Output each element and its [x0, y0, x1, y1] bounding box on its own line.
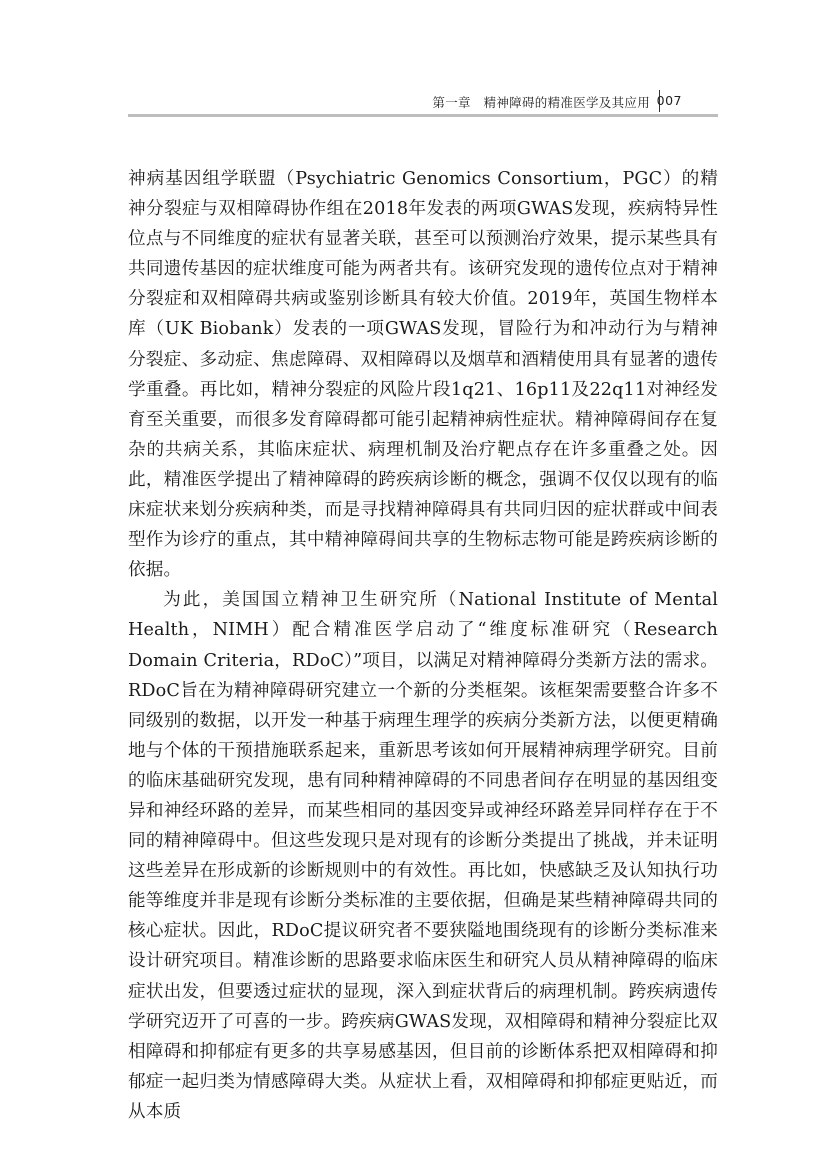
body-text	[128, 164, 718, 1127]
chapter-title: 第一章 精神障碍的精准医学及其应用	[432, 95, 650, 110]
header-rule	[128, 114, 718, 117]
paragraph: 为此，美国国立精神卫生研究所（National Institute of Mental Health，NIMH）配合精准医学启动了“维度标准研究（Research Domain Criteria，RDoC）”项目，以满足对精神障碍分类新方法的需求。RDoC旨在为精神障碍研究建立一个新的分类框架。该框架需要整合许多不同级别的数据，以开发一种基于病理生理学的疾病分类新方法，以便更精确地与个体的干预措施联系起来，重新思考该如何开展精神病理学研究。目前的临床基础研究发现，患有同种精神障碍的不同患者间存在明显的基因组变异和神经环路的差异，而某些相同的基因变异或神经环路差异同样存在于不同的精神障碍中。但这些发现只是对现有的诊断分类提出了挑战，并未证明这些差异在形成新的诊断规则中的有效性。再比如，快感缺乏及认知执行功能等维度并非是现有诊断分类标准的主要依据，但确是某些精神障碍共同的核心症状。因此，RDoC提议研究者不要狭隘地围绕现有的诊断分类标准来设计研究项目。精准诊断的思路要求临床医生和研究人员从精神障碍的临床症状出发，但要透过症状的显现，深入到症状背后的病理机制。跨疾病遗传学研究迈开了可喜的一步。跨疾病GWAS发现，双相障碍和精神分裂症比双相障碍和抑郁症有更多的共享易感基因，但目前的诊断体系把双相障碍和抑郁症一起归类为情感障碍大类。从症状上看，双相障碍和抑郁症更贴近，而从本质	[128, 590, 718, 1122]
running-header	[128, 90, 718, 116]
paragraph: 神病基因组学联盟（Psychiatric Genomics Consortium，PGC）的精神分裂症与双相障碍协作组在2018年发表的两项GWAS发现，疾病特异性位点与不同维度的症状有显著关联，甚至可以预测治疗效果，提示某些具有共同遗传基因的症状维度可能为两者共有。该研究发现的遗传位点对于精神分裂症和双相障碍共病或鉴别诊断具有较大价值。2019年，英国生物样本库（UK Biobank）发表的一项GWAS发现，冒险行为和冲动行为与精神分裂症、多动症、焦虑障碍、双相障碍以及烟草和酒精使用具有显著的遗传学重叠。再比如，精神分裂症的风险片段1q21、16p11及22q11对神经发育至关重要，而很多发育障碍都可能引起精神病性症状。精神障碍间存在复杂的共病关系，其临床症状、病理机制及治疗靶点存在许多重叠之处。因此，精准医学提出了精神障碍的跨疾病诊断的概念，强调不仅仅以现有的临床症状来划分疾病种类，而是寻找精神障碍具有共同归因的症状群或中间表型作为诊疗的重点，其中精神障碍间共享的生物标志物可能是跨疾病诊断的依据。	[128, 169, 718, 581]
page-number: 007	[656, 93, 682, 108]
